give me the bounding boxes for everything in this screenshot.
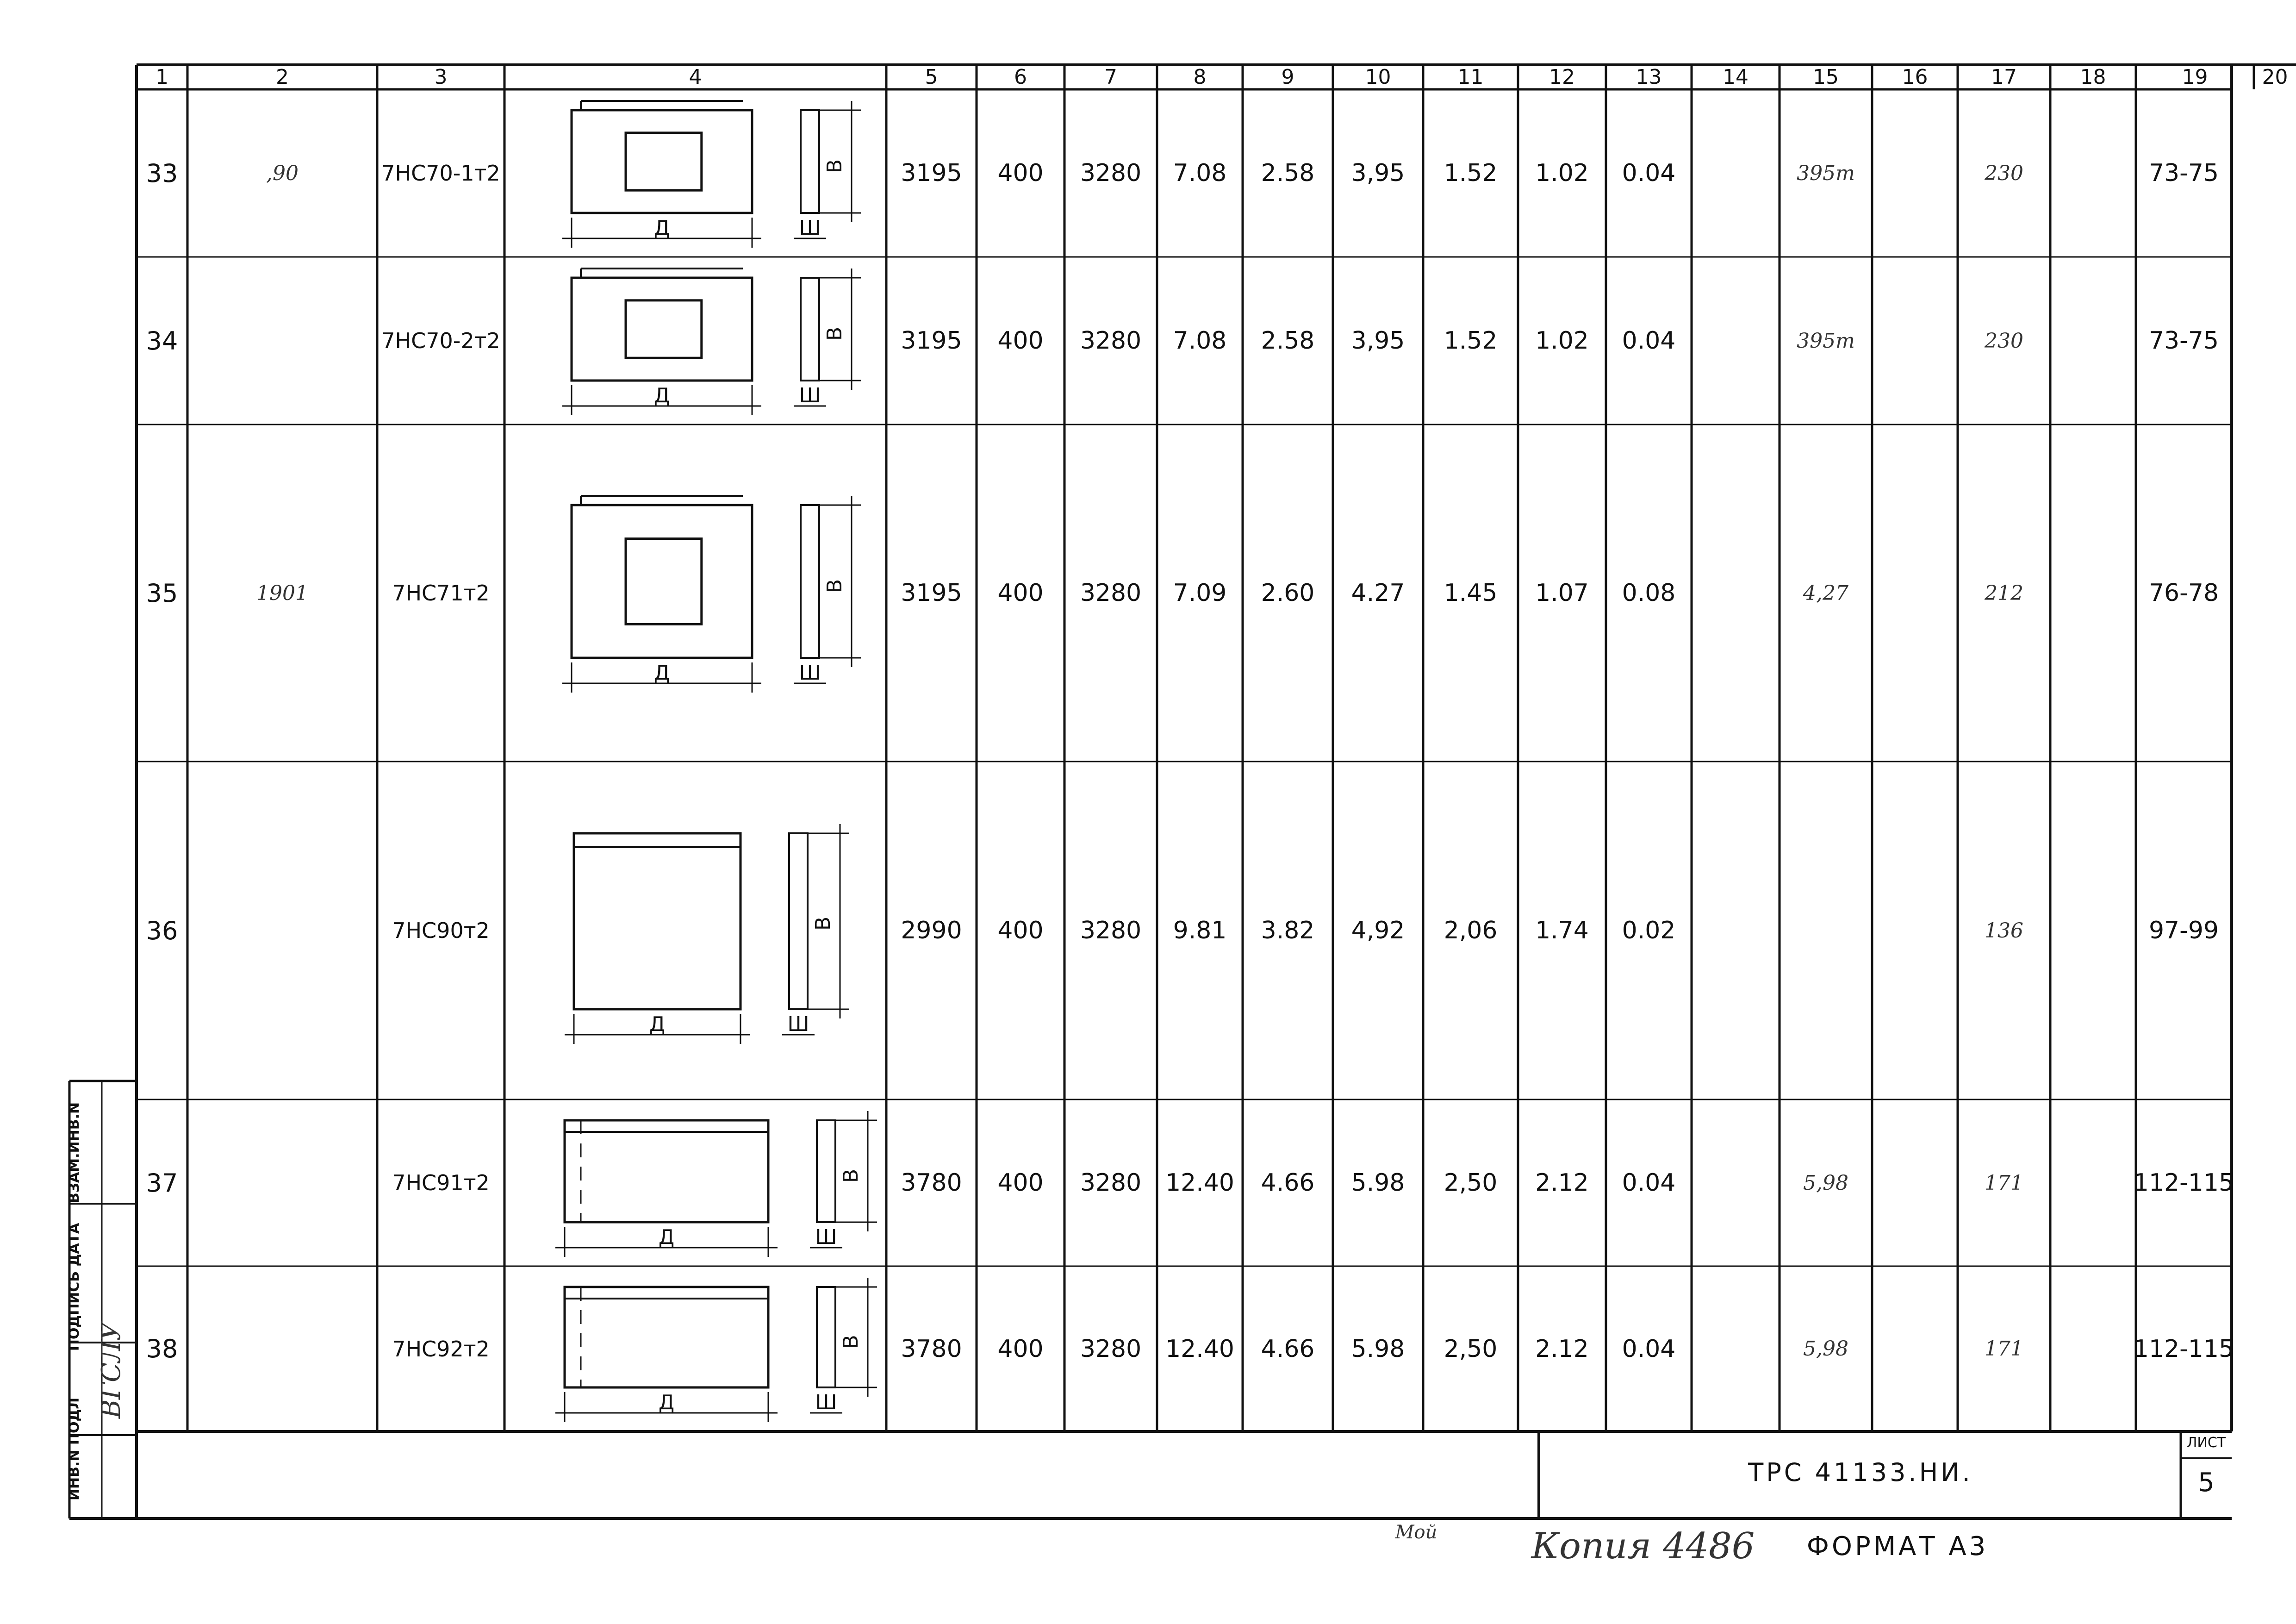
row-36-col-6: 400 [997, 917, 1044, 944]
row-35-col-7: 3280 [1080, 579, 1142, 607]
replacement-inventory-label: ВЗАМ.ИНВ.N [66, 1102, 82, 1204]
row-37-col-19: 112-115 [2133, 1169, 2234, 1197]
row-35-col-9: 2.60 [1261, 579, 1315, 607]
row-34-col-9: 2.58 [1261, 327, 1315, 355]
row-36-col-15 [1780, 762, 1872, 1099]
row-33-col-1: 33 [146, 158, 178, 188]
column-header-8: 8 [1193, 65, 1207, 89]
row-33-col-12: 1.02 [1535, 159, 1589, 187]
column-header-12: 12 [1549, 65, 1575, 89]
row-34-col-15: 395т [1797, 329, 1855, 353]
row-34-col-18 [2050, 257, 2136, 425]
row-34-col-3: 7НС70-2т2 [381, 328, 500, 353]
row-38-col-16 [1872, 1266, 1958, 1431]
row-36-col-2 [187, 762, 377, 1099]
row-36-col-14 [1692, 762, 1780, 1099]
row-36-col-1: 36 [146, 916, 178, 945]
length-label: Д [653, 384, 670, 407]
row-37-col-3: 7НС91т2 [392, 1170, 490, 1195]
column-header-15: 15 [1813, 65, 1839, 89]
column-header-16: 16 [1902, 65, 1928, 89]
row-37-col-17: 171 [1985, 1171, 2023, 1195]
width-label: Ш [799, 216, 821, 240]
width-label: Ш [815, 1225, 837, 1249]
row-37-col-14 [1692, 1099, 1780, 1266]
row-34-col-1: 34 [146, 326, 178, 356]
row-33-col-8: 7.08 [1173, 159, 1227, 187]
row-38-col-12: 2.12 [1535, 1335, 1589, 1363]
row-34-col-11: 1.52 [1444, 327, 1498, 355]
row-35-col-10: 4.27 [1351, 579, 1405, 607]
row-37-col-2 [187, 1099, 377, 1266]
document-code: ТРС 41133.НИ. [1748, 1457, 1973, 1487]
row-37-col-18 [2050, 1099, 2136, 1266]
column-header-13: 13 [1636, 65, 1662, 89]
row-33-col-2: ,90 [266, 161, 299, 185]
row-33-col-17: 230 [1985, 161, 2023, 185]
column-header-7: 7 [1104, 65, 1117, 89]
width-label: Ш [799, 661, 821, 685]
row-36-col-13: 0.02 [1622, 917, 1676, 944]
row-38-col-13: 0.04 [1622, 1335, 1676, 1363]
row-34-col-12: 1.02 [1535, 327, 1589, 355]
width-label: Ш [799, 384, 821, 407]
column-header-20: 20 [2262, 65, 2288, 89]
row-35-col-2: 1901 [256, 581, 308, 605]
row-33-col-15: 395т [1797, 161, 1855, 185]
row-34-col-10: 3,95 [1351, 327, 1405, 355]
panel-sketch-36 [565, 824, 849, 1044]
row-38-col-19: 112-115 [2133, 1335, 2234, 1363]
length-label: Д [658, 1225, 675, 1249]
row-37-col-5: 3780 [901, 1169, 962, 1197]
row-34-col-13: 0.04 [1622, 327, 1676, 355]
column-header-4: 4 [689, 65, 702, 89]
length-label: Д [658, 1391, 675, 1414]
row-33-col-18 [2050, 89, 2136, 257]
row-34-col-6: 400 [997, 327, 1044, 355]
row-38-col-7: 3280 [1080, 1335, 1142, 1363]
copy-note: Копия 4486 [1531, 1525, 1755, 1567]
row-35-col-11: 1.45 [1444, 579, 1498, 607]
column-header-6: 6 [1014, 65, 1027, 89]
row-37-col-10: 5.98 [1351, 1169, 1405, 1197]
row-36-col-19: 97-99 [2148, 917, 2219, 944]
row-38-col-9: 4.66 [1261, 1335, 1315, 1363]
row-35-col-13: 0.08 [1622, 579, 1676, 607]
row-34-col-17: 230 [1985, 329, 2023, 353]
row-36-col-16 [1872, 762, 1958, 1099]
row-33-col-5: 3195 [901, 159, 962, 187]
row-38-col-3: 7НС92т2 [392, 1336, 490, 1362]
row-36-col-10: 4,92 [1351, 917, 1405, 944]
column-header-17: 17 [1991, 65, 2017, 89]
row-37-col-6: 400 [997, 1169, 1044, 1197]
row-35-col-16 [1872, 425, 1958, 762]
row-38-col-11: 2,50 [1444, 1335, 1498, 1363]
row-35-col-19: 76-78 [2148, 579, 2219, 607]
column-header-11: 11 [1457, 65, 1484, 89]
height-label: В [823, 326, 846, 341]
row-35-col-5: 3195 [901, 579, 962, 607]
row-35-col-1: 35 [146, 578, 178, 608]
row-38-col-10: 5.98 [1351, 1335, 1405, 1363]
row-33-col-16 [1872, 89, 1958, 257]
format-label: ФОРМАТ А3 [1806, 1531, 1989, 1562]
column-header-3: 3 [434, 65, 448, 89]
row-37-col-1: 37 [146, 1168, 178, 1198]
row-33-col-19: 73-75 [2148, 159, 2219, 187]
row-38-col-6: 400 [997, 1335, 1044, 1363]
row-37-col-12: 2.12 [1535, 1169, 1589, 1197]
length-label: Д [653, 661, 670, 685]
row-35-col-14 [1692, 425, 1780, 762]
row-34-col-2 [187, 257, 377, 425]
row-34-col-8: 7.08 [1173, 327, 1227, 355]
row-34-col-7: 3280 [1080, 327, 1142, 355]
row-37-col-11: 2,50 [1444, 1169, 1498, 1197]
height-label: В [839, 1168, 863, 1183]
inventory-label: ИНВ.N ПОДЛ [66, 1397, 82, 1501]
column-header-5: 5 [925, 65, 938, 89]
column-header-9: 9 [1281, 65, 1294, 89]
row-33-col-7: 3280 [1080, 159, 1142, 187]
row-33-col-11: 1.52 [1444, 159, 1498, 187]
row-35-col-17: 212 [1985, 581, 2023, 605]
row-36-col-17: 136 [1985, 918, 2023, 943]
row-38-col-8: 12.40 [1165, 1335, 1234, 1363]
row-33-col-3: 7НС70-1т2 [381, 161, 500, 186]
row-38-col-17: 171 [1985, 1337, 2023, 1361]
length-label: Д [649, 1012, 666, 1036]
height-label: В [823, 579, 846, 593]
signature: ВГСЛУ [96, 1322, 126, 1419]
signature-date-label: ПОДПИСЬ ДАТА [66, 1223, 82, 1351]
row-35-col-8: 7.09 [1173, 579, 1227, 607]
row-34-col-5: 3195 [901, 327, 962, 355]
row-34-col-16 [1872, 257, 1958, 425]
row-33-col-9: 2.58 [1261, 159, 1315, 187]
row-35-col-3: 7НС71т2 [392, 581, 490, 606]
row-33-col-14 [1692, 89, 1780, 257]
row-38-col-1: 38 [146, 1334, 178, 1363]
column-header-10: 10 [1365, 65, 1391, 89]
row-36-col-12: 1.74 [1535, 917, 1589, 944]
row-37-col-16 [1872, 1099, 1958, 1266]
row-35-col-15: 4,27 [1803, 581, 1848, 605]
sheet-number: 5 [2198, 1467, 2215, 1498]
width-label: Ш [787, 1012, 809, 1036]
row-34-col-19: 73-75 [2148, 327, 2219, 355]
row-36-col-3: 7НС90т2 [392, 918, 490, 943]
column-header-2: 2 [276, 65, 289, 89]
row-33-col-6: 400 [997, 159, 1044, 187]
row-35-col-18 [2050, 425, 2136, 762]
row-34-col-14 [1692, 257, 1780, 425]
height-label: В [839, 1335, 863, 1349]
row-38-col-15: 5,98 [1803, 1337, 1848, 1361]
row-38-col-5: 3780 [901, 1335, 962, 1363]
column-header-19: 19 [2182, 65, 2208, 89]
row-35-col-12: 1.07 [1535, 579, 1589, 607]
height-label: В [811, 916, 835, 931]
column-header-18: 18 [2080, 65, 2106, 89]
row-38-col-18 [2050, 1266, 2136, 1431]
row-37-col-7: 3280 [1080, 1169, 1142, 1197]
height-label: В [823, 159, 846, 174]
row-36-col-8: 9.81 [1173, 917, 1227, 944]
row-33-col-13: 0.04 [1622, 159, 1676, 187]
row-36-col-5: 2990 [901, 917, 962, 944]
column-header-14: 14 [1723, 65, 1748, 89]
width-label: Ш [815, 1391, 837, 1414]
row-36-col-9: 3.82 [1261, 917, 1315, 944]
row-35-col-6: 400 [997, 579, 1044, 607]
row-36-col-18 [2050, 762, 2136, 1099]
sheet-label: ЛИСТ [2186, 1434, 2226, 1451]
row-36-col-7: 3280 [1080, 917, 1142, 944]
row-36-col-11: 2,06 [1444, 917, 1498, 944]
row-37-col-13: 0.04 [1622, 1169, 1676, 1197]
column-header-1: 1 [156, 65, 168, 89]
row-37-col-8: 12.40 [1165, 1169, 1234, 1197]
initials: Мой [1395, 1522, 1437, 1543]
row-37-col-15: 5,98 [1803, 1171, 1848, 1195]
row-37-col-9: 4.66 [1261, 1169, 1315, 1197]
row-38-col-2 [187, 1266, 377, 1431]
row-38-col-14 [1692, 1266, 1780, 1431]
row-33-col-10: 3,95 [1351, 159, 1405, 187]
length-label: Д [653, 216, 670, 240]
